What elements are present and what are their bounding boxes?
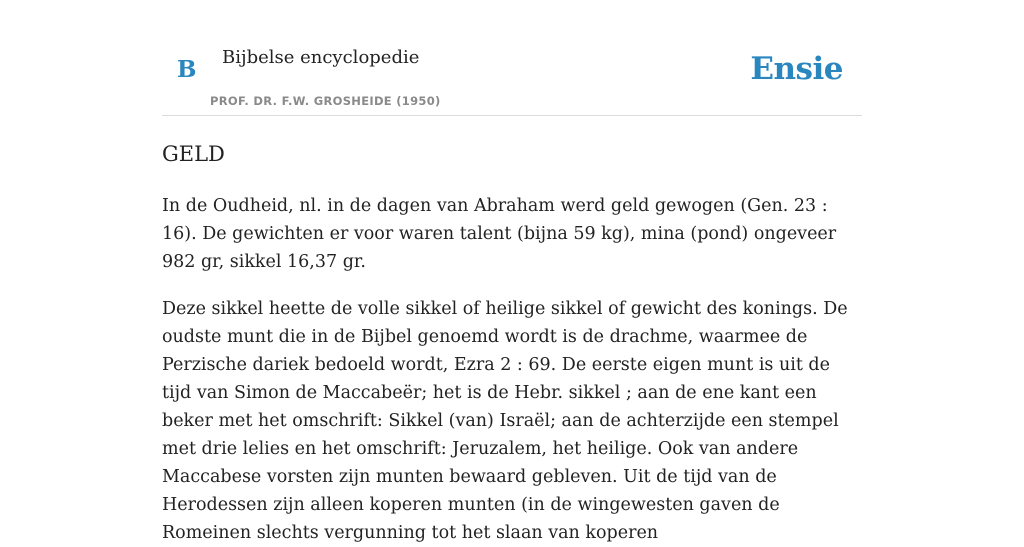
article-paragraph: In de Oudheid, nl. in de dagen van Abraham werd geld gewogen (Gen. 23 : 16). De gewichten er voor waren talent (bijna 59 kg), mina (pond) ongeveer 982 gr, sikkel 16,37 gr. (162, 196, 837, 272)
header (162, 0, 862, 116)
site-title[interactable]: Bijbelse encyclopedie (222, 47, 420, 68)
article-paragraph: Deze sikkel heette de volle sikkel of heilige sikkel of gewicht des konings. De oudste munt die in de Bijbel genoemd wordt is de drachme, waarmee de Perzische dariek bedoeld wordt, Ezra 2 : 69. De eerste eigen munt is uit de tijd van Simon de Maccabeër; het is de Hebr. sikkel ; aan de ene kant een beker met het omschrift: Sikkel (van) Israël; aan de achterzijde een stempel met drie lelies en het omschrift: Jeruzalem, het heilige. Ook van andere Maccabese vorsten zijn munten bewaard gebleven. Uit de tijd van de Herodessen zijn alleen koperen munten (in de wingewesten gaven de Romeinen slechts vergunning tot het slaan van koperen (162, 299, 848, 543)
page-container (162, 0, 862, 543)
brand-logo[interactable]: Ensie (750, 51, 843, 87)
article-title: GELD (162, 142, 225, 166)
logo-letter-icon[interactable]: B (177, 56, 197, 83)
author-line: PROF. DR. F.W. GROSHEIDE (1950) (210, 94, 441, 108)
